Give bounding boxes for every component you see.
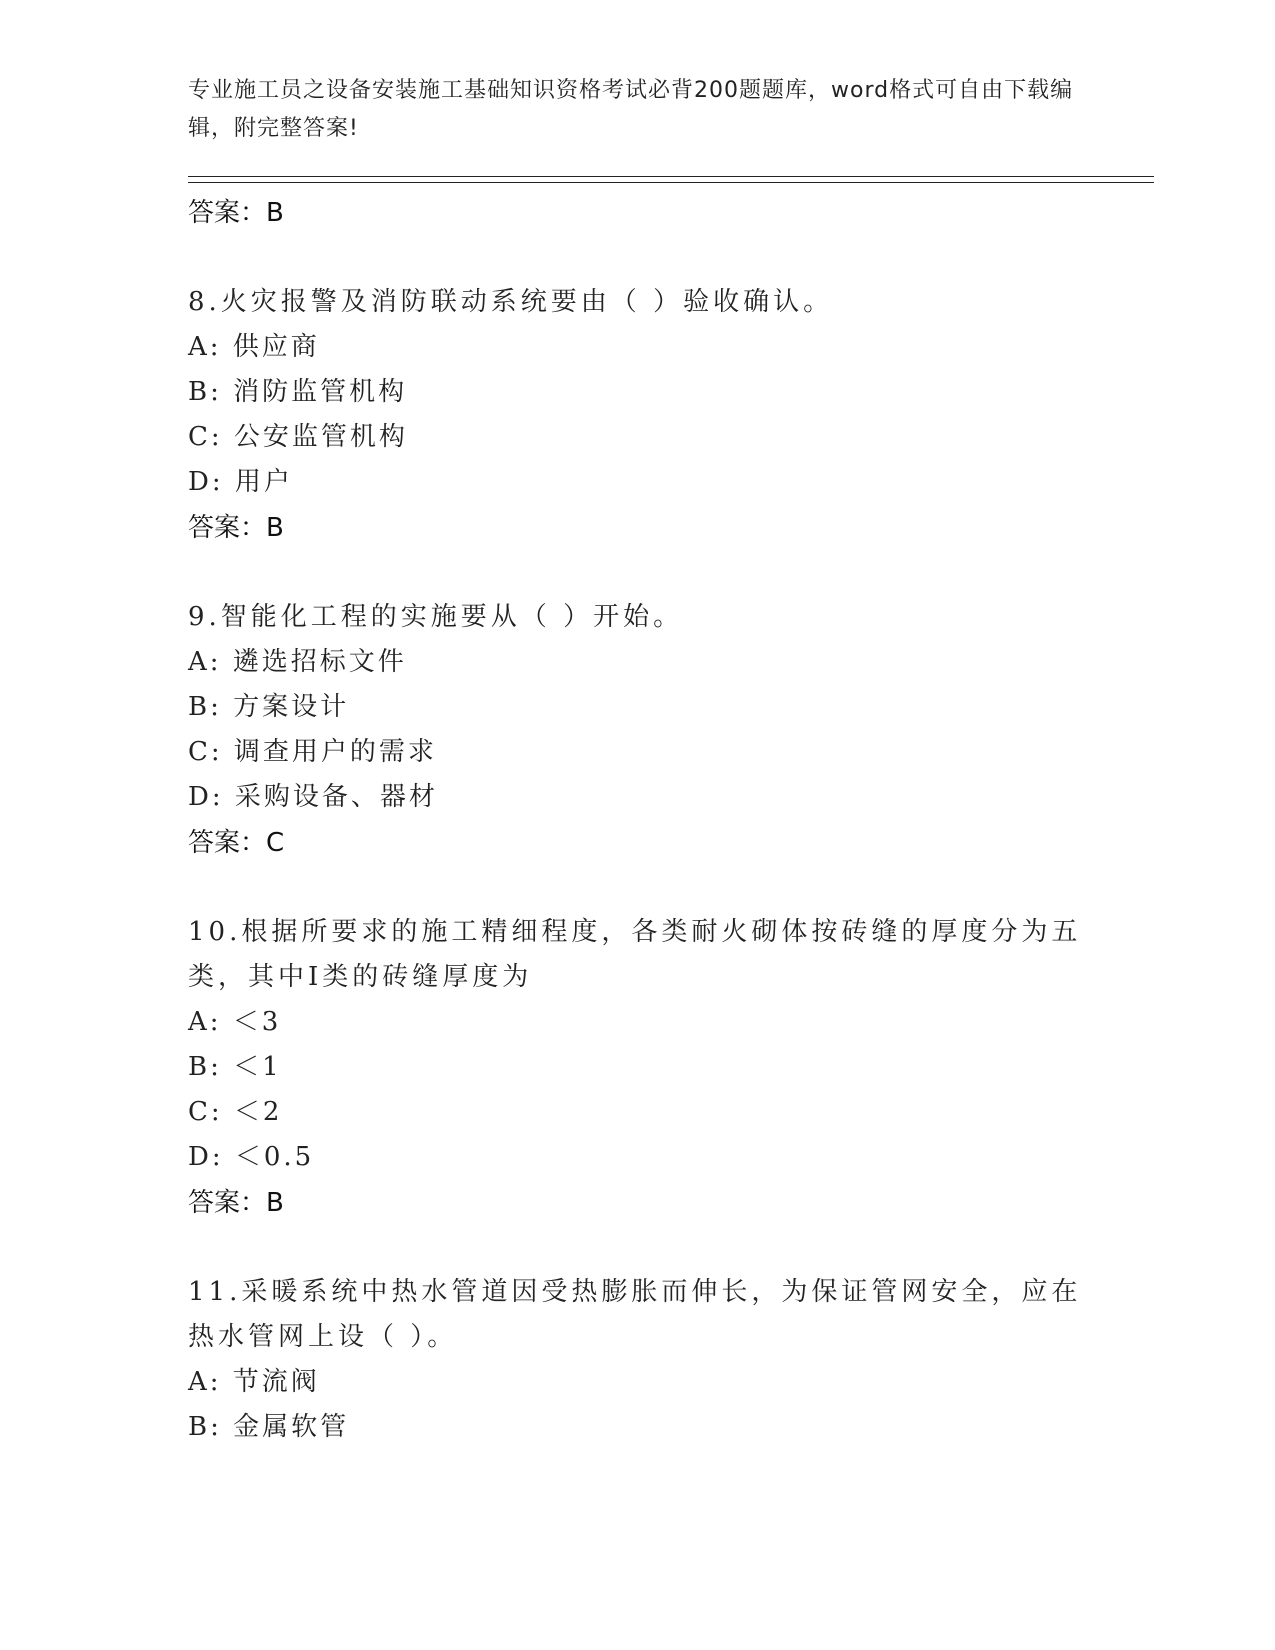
option-c: C: 调查用户的需求 <box>188 737 437 767</box>
option-c: C: ＜2 <box>188 1097 283 1127</box>
question-9 <box>188 595 1088 866</box>
option-b: B: 方案设计 <box>188 692 350 722</box>
answer-line: 答案：B <box>188 1188 284 1218</box>
document-header: 专业施工员之设备安装施工基础知识资格考试必背200题题库，word格式可自由下载编辑，附完整答案! <box>188 78 1074 141</box>
answer-line: 答案：B <box>188 198 284 228</box>
question-stem: 10.根据所要求的施工精细程度，各类耐火砌体按砖缝的厚度分为五类，其中Ⅰ类的砖缝厚度为 <box>188 917 1082 992</box>
option-b: B: ＜1 <box>188 1052 282 1082</box>
header-divider <box>188 176 1154 183</box>
option-a: A: 供应商 <box>188 332 320 362</box>
question-stem: 11.采暖系统中热水管道因受热膨胀而伸长，为保证管网安全，应在热水管网上设（ ）。 <box>188 1277 1082 1352</box>
document-body <box>188 190 1088 1450</box>
option-d: D: 用户 <box>188 467 293 497</box>
answer-line: 答案：C <box>188 828 285 858</box>
option-b: B: 金属软管 <box>188 1412 350 1442</box>
option-d: D: ＜0.5 <box>188 1142 315 1172</box>
option-b: B: 消防监管机构 <box>188 377 408 407</box>
option-a: A: ＜3 <box>188 1007 282 1037</box>
question-stem: 9.智能化工程的实施要从（ ）开始。 <box>188 602 684 632</box>
question-11 <box>188 1270 1088 1450</box>
question-8 <box>188 280 1088 551</box>
question-stem: 8.火灾报警及消防联动系统要由（ ）验收确认。 <box>188 287 834 317</box>
option-a: A: 节流阀 <box>188 1367 320 1397</box>
option-c: C: 公安监管机构 <box>188 422 408 452</box>
question-10 <box>188 910 1088 1226</box>
option-d: D: 采购设备、器材 <box>188 782 438 812</box>
answer-line: 答案：B <box>188 513 284 543</box>
option-a: A: 遴选招标文件 <box>188 647 407 677</box>
